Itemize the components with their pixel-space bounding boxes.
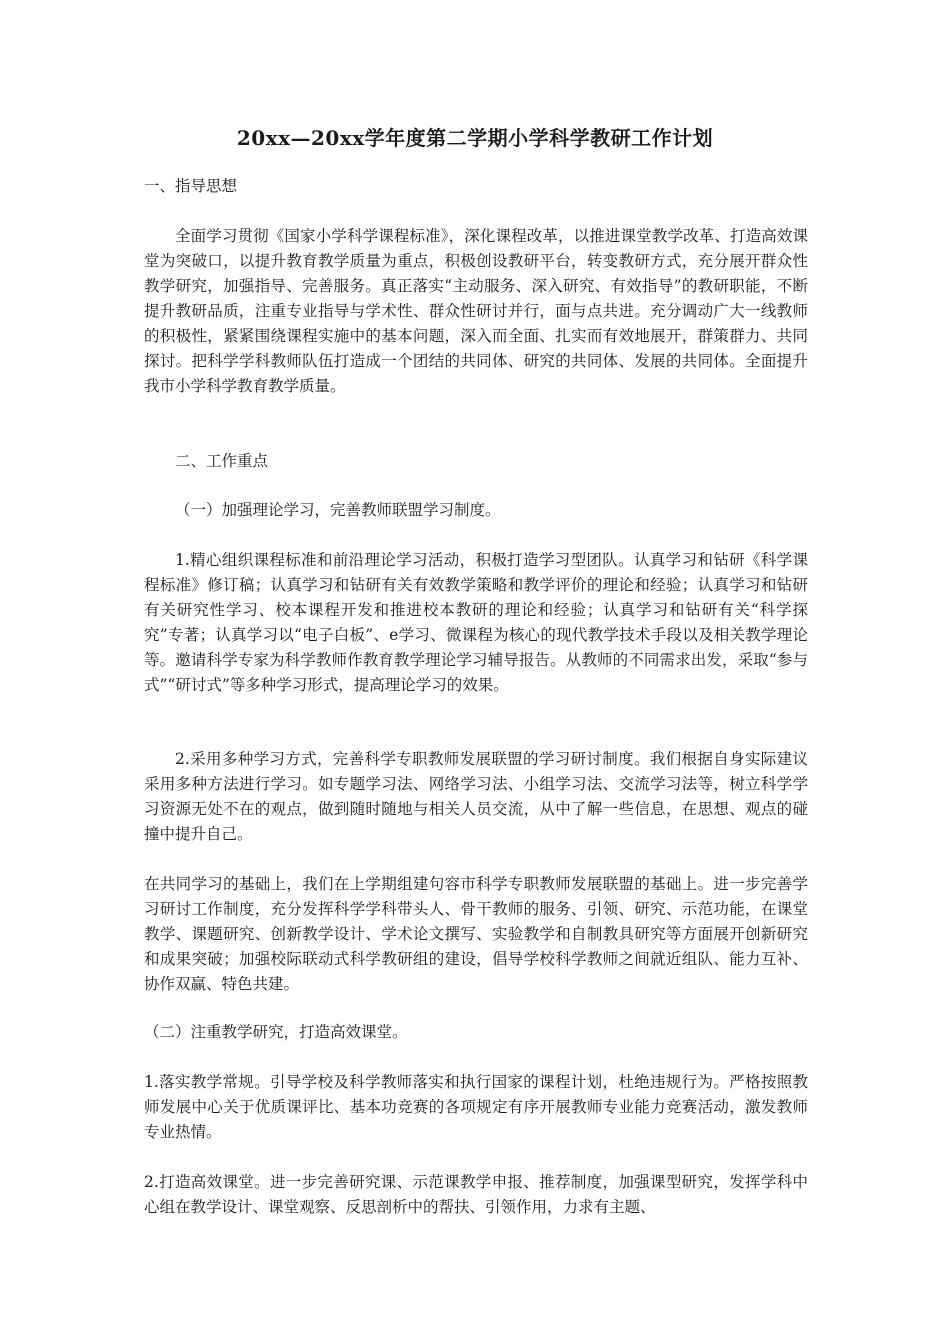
paragraph-item-2: 2.采用多种学习方式，完善科学专职教师发展联盟的学习研讨制度。我们根据自身实际建议采用多种方法进行学习。如专题学习法、网络学习法、小组学习法、交流学习法等，树立科学学习资源无处不在的观点，做到随时随地与相关人员交流，从中了解一些信息，在思想、观点的碰撞中提升自己。 — [144, 750, 808, 843]
paragraph-item-1: 1.精心组织课程标准和前沿理论学习活动，积极打造学习型团队。认真学习和钻研《科学课程标准》修订稿；认真学习和钻研有关有效教学策略和教学评价的理论和经验；认真学习和钻研有关研究性学习、校本课程开发和推进校本教研的理论和经验；认真学习和钻研有关“科学探究”专著；认真学习以“电子白板”、e学习、微课程为核心的现代教学技术手段以及相关教学理论等。邀请科学专家为科学教师作教育教学理论学习辅导报告。从教师的不同需求出发，采取“参与式”“研讨式”等多种学习形式，提高理论学习的效果。 — [144, 551, 808, 694]
paragraph-joint-study: 在共同学习的基础上，我们在上学期组建句容市科学专职教师发展联盟的基础上。进一步完善学习研讨工作制度，充分发挥科学学科带头人、骨干教师的服务、引领、研究、示范功能，在课堂教学、课题研究、创新教学设计、学术论文撰写、实验教学和自制教具研究等方面展开创新研究和成果突破；加强校际联动式科学教研组的建设，倡导学校科学教师之间就近组队、能力互补、协作双赢、特色共建。 — [144, 875, 808, 993]
subsection-heading-teaching-research: （二）注重教学研究，打造高效课堂。 — [144, 1023, 408, 1041]
paragraph-teaching-routine: 1.落实教学常规。引导学校及科学教师落实和执行国家的课程计划，杜绝违规行为。严格按照教师发展中心关于优质课评比、基本功竞赛的各项规定有序开展教师专业能力竞赛活动，激发教师专业热情。 — [144, 1073, 808, 1141]
section-heading-work-focus: 二、工作重点 — [175, 452, 269, 470]
document-title: 20xx—20xx学年度第二学期小学科学教研工作计划 — [236, 126, 714, 150]
section-heading-guiding-thought: 一、指导思想 — [144, 177, 238, 195]
subsection-heading-theory-study: （一）加强理论学习，完善教师联盟学习制度。 — [175, 501, 501, 519]
paragraph-guiding-thought: 全面学习贯彻《国家小学科学课程标准》，深化课程改革，以推进课堂教学改革、打造高效课堂为突破口，以提升教育教学质量为重点，积极创设教研平台，转变教研方式，充分展开群众性教学研究，加强指导、完善服务。真正落实“主动服务、深入研究、有效指导”的教研职能，不断提升教研品质，注重专业指导与学术性、群众性研讨并行，面与点共进。充分调动广大一线教师的积极性，紧紧围绕课程实施中的基本问题，深入而全面、扎实而有效地展开，群策群力、共同探讨。把科学学科教师队伍打造成一个团结的共同体、研究的共同体、发展的共同体。全面提升我市小学科学教育教学质量。 — [144, 227, 808, 395]
paragraph-efficient-classroom: 2.打造高效课堂。进一步完善研究课、示范课教学申报、推荐制度，加强课型研究，发挥学科中心组在教学设计、课堂观察、反思剖析中的帮扶、引领作用，力求有主题、 — [144, 1173, 808, 1216]
